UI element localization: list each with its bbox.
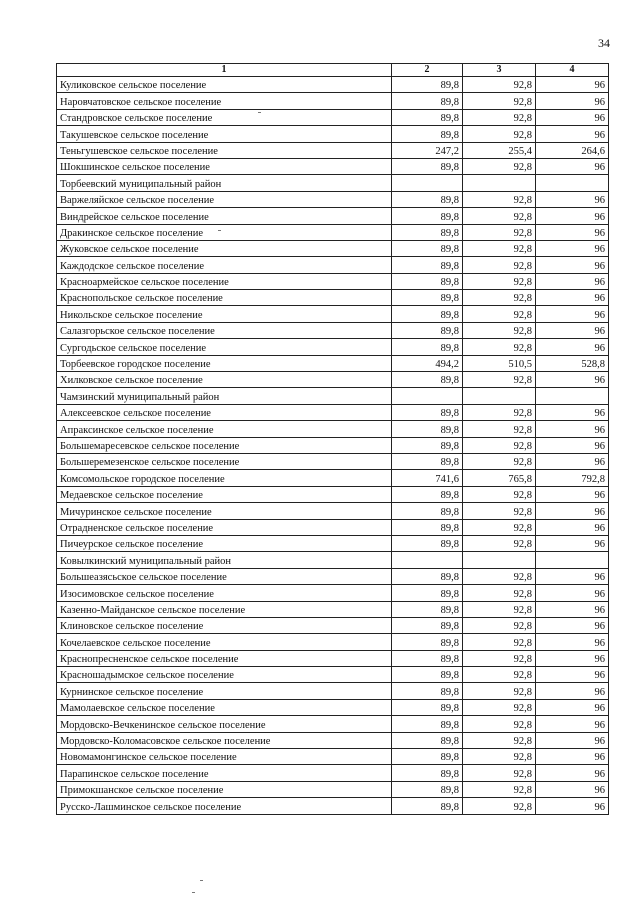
value-col4-cell: 96 — [536, 240, 609, 256]
table-row — [57, 667, 609, 683]
value-col2-cell: 89,8 — [392, 404, 463, 420]
table-row — [57, 716, 609, 732]
table-row — [57, 142, 609, 158]
value-col2-cell: 89,8 — [392, 93, 463, 109]
value-col2-cell: 89,8 — [392, 601, 463, 617]
value-col3-cell: 92,8 — [463, 765, 536, 781]
value-col3-cell: 92,8 — [463, 503, 536, 519]
table-row — [57, 765, 609, 781]
value-col3-cell: 92,8 — [463, 208, 536, 224]
value-col3-cell: 92,8 — [463, 667, 536, 683]
value-col4-cell: 528,8 — [536, 355, 609, 371]
value-col4-cell: 96 — [536, 372, 609, 388]
value-col4-cell: 96 — [536, 519, 609, 535]
table-row — [57, 585, 609, 601]
value-col2-cell: 89,8 — [392, 732, 463, 748]
value-col4-cell: 96 — [536, 306, 609, 322]
value-col3-cell: 92,8 — [463, 453, 536, 469]
value-col4-cell: 96 — [536, 77, 609, 93]
value-col4-cell: 792,8 — [536, 470, 609, 486]
table-row — [57, 732, 609, 748]
value-col4-cell: 96 — [536, 503, 609, 519]
value-col2-cell: 89,8 — [392, 486, 463, 502]
table-row — [57, 322, 609, 338]
row-name-cell: Красноармейское сельское поселение — [57, 273, 392, 289]
value-col2-cell: 89,8 — [392, 699, 463, 715]
row-name-cell: Мамолаевское сельское поселение — [57, 699, 392, 715]
table-row — [57, 781, 609, 797]
scan-mark — [192, 892, 195, 893]
row-name-cell: Изосимовское сельское поселение — [57, 585, 392, 601]
value-col3-cell: 92,8 — [463, 224, 536, 240]
table-row — [57, 601, 609, 617]
row-name-cell: Медаевское сельское поселение — [57, 486, 392, 502]
value-col4-cell: 96 — [536, 126, 609, 142]
value-col4-cell: 96 — [536, 699, 609, 715]
value-col2-cell: 247,2 — [392, 142, 463, 158]
row-name-cell: Мичуринское сельское поселение — [57, 503, 392, 519]
table-row — [57, 453, 609, 469]
value-col3-cell: 92,8 — [463, 683, 536, 699]
row-name-cell: Отрадненское сельское поселение — [57, 519, 392, 535]
value-col4-cell: 96 — [536, 765, 609, 781]
value-col2-cell: 89,8 — [392, 683, 463, 699]
value-col3-cell: 92,8 — [463, 339, 536, 355]
table-row — [57, 683, 609, 699]
value-col2-cell: 89,8 — [392, 617, 463, 633]
value-col2-cell: 89,8 — [392, 667, 463, 683]
table-row — [57, 109, 609, 125]
value-col3-cell: 92,8 — [463, 372, 536, 388]
value-col3-cell: 92,8 — [463, 273, 536, 289]
value-col2-cell: 89,8 — [392, 585, 463, 601]
table-row — [57, 486, 609, 502]
value-col4-cell: 96 — [536, 257, 609, 273]
table-row — [57, 339, 609, 355]
value-col4-cell: 96 — [536, 749, 609, 765]
value-col2-cell: 89,8 — [392, 208, 463, 224]
row-name-cell: Стандровское сельское поселение — [57, 109, 392, 125]
table-row — [57, 404, 609, 420]
value-col4-cell: 96 — [536, 617, 609, 633]
value-col2-cell: 89,8 — [392, 716, 463, 732]
value-col4-cell — [536, 175, 609, 191]
table-row — [57, 372, 609, 388]
value-col4-cell: 96 — [536, 421, 609, 437]
value-col3-cell: 92,8 — [463, 306, 536, 322]
value-col2-cell: 89,8 — [392, 240, 463, 256]
row-name-cell: Краснопольское сельское поселение — [57, 290, 392, 306]
value-col3-cell: 92,8 — [463, 257, 536, 273]
table-body — [57, 77, 609, 815]
value-col4-cell: 96 — [536, 732, 609, 748]
row-name-cell: Куликовское сельское поселение — [57, 77, 392, 93]
row-name-cell: Чамзинский муниципальный район — [57, 388, 392, 404]
row-name-cell: Клиновское сельское поселение — [57, 617, 392, 633]
row-name-cell: Дракинское сельское поселение — [57, 224, 392, 240]
value-col2-cell — [392, 552, 463, 568]
value-col3-cell: 92,8 — [463, 322, 536, 338]
value-col4-cell: 96 — [536, 290, 609, 306]
value-col2-cell: 89,8 — [392, 339, 463, 355]
value-col3-cell: 92,8 — [463, 650, 536, 666]
table-row — [57, 535, 609, 551]
value-col2-cell: 89,8 — [392, 421, 463, 437]
scan-mark — [200, 880, 203, 881]
value-col2-cell: 89,8 — [392, 765, 463, 781]
data-table — [56, 63, 609, 815]
value-col4-cell: 96 — [536, 568, 609, 584]
row-name-cell: Апраксинское сельское поселение — [57, 421, 392, 437]
table-row — [57, 224, 609, 240]
value-col4-cell — [536, 552, 609, 568]
value-col2-cell: 89,8 — [392, 798, 463, 814]
table-row — [57, 355, 609, 371]
value-col2-cell: 89,8 — [392, 322, 463, 338]
row-name-cell: Наровчатовское сельское поселение — [57, 93, 392, 109]
table-row — [57, 634, 609, 650]
value-col3-cell — [463, 175, 536, 191]
table-row — [57, 568, 609, 584]
value-col3-cell: 92,8 — [463, 93, 536, 109]
row-name-cell: Салазгорьское сельское поселение — [57, 322, 392, 338]
table-row — [57, 158, 609, 174]
value-col4-cell — [536, 388, 609, 404]
value-col4-cell: 96 — [536, 667, 609, 683]
row-name-cell: Курнинское сельское поселение — [57, 683, 392, 699]
value-col3-cell: 92,8 — [463, 126, 536, 142]
value-col2-cell: 89,8 — [392, 257, 463, 273]
value-col4-cell: 96 — [536, 634, 609, 650]
value-col4-cell: 96 — [536, 339, 609, 355]
value-col3-cell: 92,8 — [463, 290, 536, 306]
value-col3-cell: 92,8 — [463, 421, 536, 437]
table-row — [57, 306, 609, 322]
value-col4-cell: 96 — [536, 158, 609, 174]
table-row — [57, 93, 609, 109]
column-header-1: 1 — [57, 64, 392, 77]
row-name-cell: Парапинское сельское поселение — [57, 765, 392, 781]
value-col3-cell: 92,8 — [463, 716, 536, 732]
table-row — [57, 77, 609, 93]
column-header-2: 2 — [392, 64, 463, 77]
value-col3-cell: 92,8 — [463, 749, 536, 765]
value-col3-cell: 92,8 — [463, 699, 536, 715]
value-col2-cell: 89,8 — [392, 453, 463, 469]
value-col4-cell: 96 — [536, 535, 609, 551]
value-col2-cell: 89,8 — [392, 290, 463, 306]
value-col2-cell: 89,8 — [392, 306, 463, 322]
value-col3-cell: 92,8 — [463, 240, 536, 256]
value-col2-cell: 89,8 — [392, 519, 463, 535]
table-row — [57, 470, 609, 486]
row-name-cell: Торбеевский муниципальный район — [57, 175, 392, 191]
value-col4-cell: 96 — [536, 437, 609, 453]
value-col3-cell: 92,8 — [463, 486, 536, 502]
value-col4-cell: 96 — [536, 208, 609, 224]
row-name-cell: Жуковское сельское поселение — [57, 240, 392, 256]
value-col3-cell: 92,8 — [463, 585, 536, 601]
value-col2-cell: 89,8 — [392, 77, 463, 93]
value-col3-cell: 92,8 — [463, 781, 536, 797]
row-name-cell: Варжеляйское сельское поселение — [57, 191, 392, 207]
scan-mark — [258, 112, 261, 113]
value-col3-cell: 92,8 — [463, 617, 536, 633]
table-row — [57, 650, 609, 666]
row-name-cell: Красношадымское сельское поселение — [57, 667, 392, 683]
row-name-cell: Виндрейское сельское поселение — [57, 208, 392, 224]
value-col2-cell: 89,8 — [392, 568, 463, 584]
value-col2-cell: 741,6 — [392, 470, 463, 486]
value-col4-cell: 96 — [536, 93, 609, 109]
row-name-cell: Никольское сельское поселение — [57, 306, 392, 322]
value-col3-cell: 92,8 — [463, 191, 536, 207]
value-col2-cell: 89,8 — [392, 273, 463, 289]
value-col2-cell: 89,8 — [392, 749, 463, 765]
row-name-cell: Шокшинское сельское поселение — [57, 158, 392, 174]
value-col2-cell: 89,8 — [392, 650, 463, 666]
value-col3-cell: 92,8 — [463, 437, 536, 453]
value-col3-cell: 92,8 — [463, 535, 536, 551]
value-col2-cell — [392, 388, 463, 404]
row-name-cell: Пичеурское сельское поселение — [57, 535, 392, 551]
value-col3-cell: 92,8 — [463, 519, 536, 535]
value-col4-cell: 96 — [536, 585, 609, 601]
value-col2-cell: 89,8 — [392, 634, 463, 650]
value-col4-cell: 96 — [536, 781, 609, 797]
row-name-cell: Краснопресненское сельское поселение — [57, 650, 392, 666]
table-header — [57, 64, 609, 77]
row-name-cell: Каждодское сельское поселение — [57, 257, 392, 273]
row-name-cell: Русско-Лашминское сельское поселение — [57, 798, 392, 814]
row-name-cell: Большеремезенское сельское поселение — [57, 453, 392, 469]
row-name-cell: Большеазясьское сельское поселение — [57, 568, 392, 584]
value-col2-cell: 89,8 — [392, 158, 463, 174]
row-name-cell: Кочелаевское сельское поселение — [57, 634, 392, 650]
table-row — [57, 273, 609, 289]
row-name-cell: Комсомольское городское поселение — [57, 470, 392, 486]
table-row — [57, 191, 609, 207]
table-row — [57, 126, 609, 142]
value-col3-cell: 92,8 — [463, 601, 536, 617]
value-col4-cell: 96 — [536, 109, 609, 125]
value-col3-cell — [463, 552, 536, 568]
value-col4-cell: 96 — [536, 650, 609, 666]
row-name-cell: Хилковское сельское поселение — [57, 372, 392, 388]
value-col4-cell: 96 — [536, 322, 609, 338]
value-col4-cell: 96 — [536, 716, 609, 732]
value-col3-cell: 92,8 — [463, 798, 536, 814]
value-col4-cell: 264,6 — [536, 142, 609, 158]
value-col2-cell: 89,8 — [392, 126, 463, 142]
value-col2-cell: 89,8 — [392, 109, 463, 125]
row-name-cell: Сургодьское сельское поселение — [57, 339, 392, 355]
table-row — [57, 798, 609, 814]
district-row — [57, 552, 609, 568]
district-row — [57, 388, 609, 404]
value-col2-cell: 89,8 — [392, 372, 463, 388]
page-number: 34 — [598, 36, 610, 50]
value-col4-cell: 96 — [536, 453, 609, 469]
row-name-cell: Примокшанское сельское поселение — [57, 781, 392, 797]
row-name-cell: Большемаресевское сельское поселение — [57, 437, 392, 453]
value-col3-cell: 92,8 — [463, 77, 536, 93]
row-name-cell: Мордовско-Вечкенинское сельское поселение — [57, 716, 392, 732]
value-col2-cell — [392, 175, 463, 191]
value-col2-cell: 89,8 — [392, 781, 463, 797]
value-col3-cell: 92,8 — [463, 404, 536, 420]
table-row — [57, 699, 609, 715]
scan-mark — [218, 230, 221, 231]
value-col4-cell: 96 — [536, 601, 609, 617]
row-name-cell: Казенно-Майданское сельское поселение — [57, 601, 392, 617]
header-row — [57, 64, 609, 77]
column-header-3: 3 — [463, 64, 536, 77]
table-row — [57, 519, 609, 535]
table-row — [57, 421, 609, 437]
table-row — [57, 240, 609, 256]
value-col2-cell: 89,8 — [392, 437, 463, 453]
value-col2-cell: 89,8 — [392, 503, 463, 519]
table-row — [57, 208, 609, 224]
value-col4-cell: 96 — [536, 486, 609, 502]
value-col3-cell: 92,8 — [463, 634, 536, 650]
row-name-cell: Новомамонгинское сельское поселение — [57, 749, 392, 765]
value-col4-cell: 96 — [536, 224, 609, 240]
value-col3-cell: 255,4 — [463, 142, 536, 158]
row-name-cell: Алексеевское сельское поселение — [57, 404, 392, 420]
table-row — [57, 257, 609, 273]
value-col4-cell: 96 — [536, 191, 609, 207]
table-row — [57, 503, 609, 519]
row-name-cell: Торбеевское городское поселение — [57, 355, 392, 371]
value-col3-cell — [463, 388, 536, 404]
table-row — [57, 749, 609, 765]
table-row — [57, 290, 609, 306]
table-row — [57, 437, 609, 453]
row-name-cell: Ковылкинский муниципальный район — [57, 552, 392, 568]
value-col3-cell: 765,8 — [463, 470, 536, 486]
value-col2-cell: 89,8 — [392, 535, 463, 551]
value-col3-cell: 92,8 — [463, 158, 536, 174]
value-col2-cell: 494,2 — [392, 355, 463, 371]
row-name-cell: Теньгушевское сельское поселение — [57, 142, 392, 158]
value-col3-cell: 92,8 — [463, 732, 536, 748]
value-col4-cell: 96 — [536, 273, 609, 289]
value-col3-cell: 510,5 — [463, 355, 536, 371]
column-header-4: 4 — [536, 64, 609, 77]
value-col4-cell: 96 — [536, 683, 609, 699]
value-col3-cell: 92,8 — [463, 568, 536, 584]
value-col2-cell: 89,8 — [392, 224, 463, 240]
value-col3-cell: 92,8 — [463, 109, 536, 125]
value-col2-cell: 89,8 — [392, 191, 463, 207]
row-name-cell: Такушевское сельское поселение — [57, 126, 392, 142]
table-row — [57, 617, 609, 633]
value-col4-cell: 96 — [536, 404, 609, 420]
row-name-cell: Мордовско-Коломасовское сельское поселение — [57, 732, 392, 748]
value-col4-cell: 96 — [536, 798, 609, 814]
district-row — [57, 175, 609, 191]
